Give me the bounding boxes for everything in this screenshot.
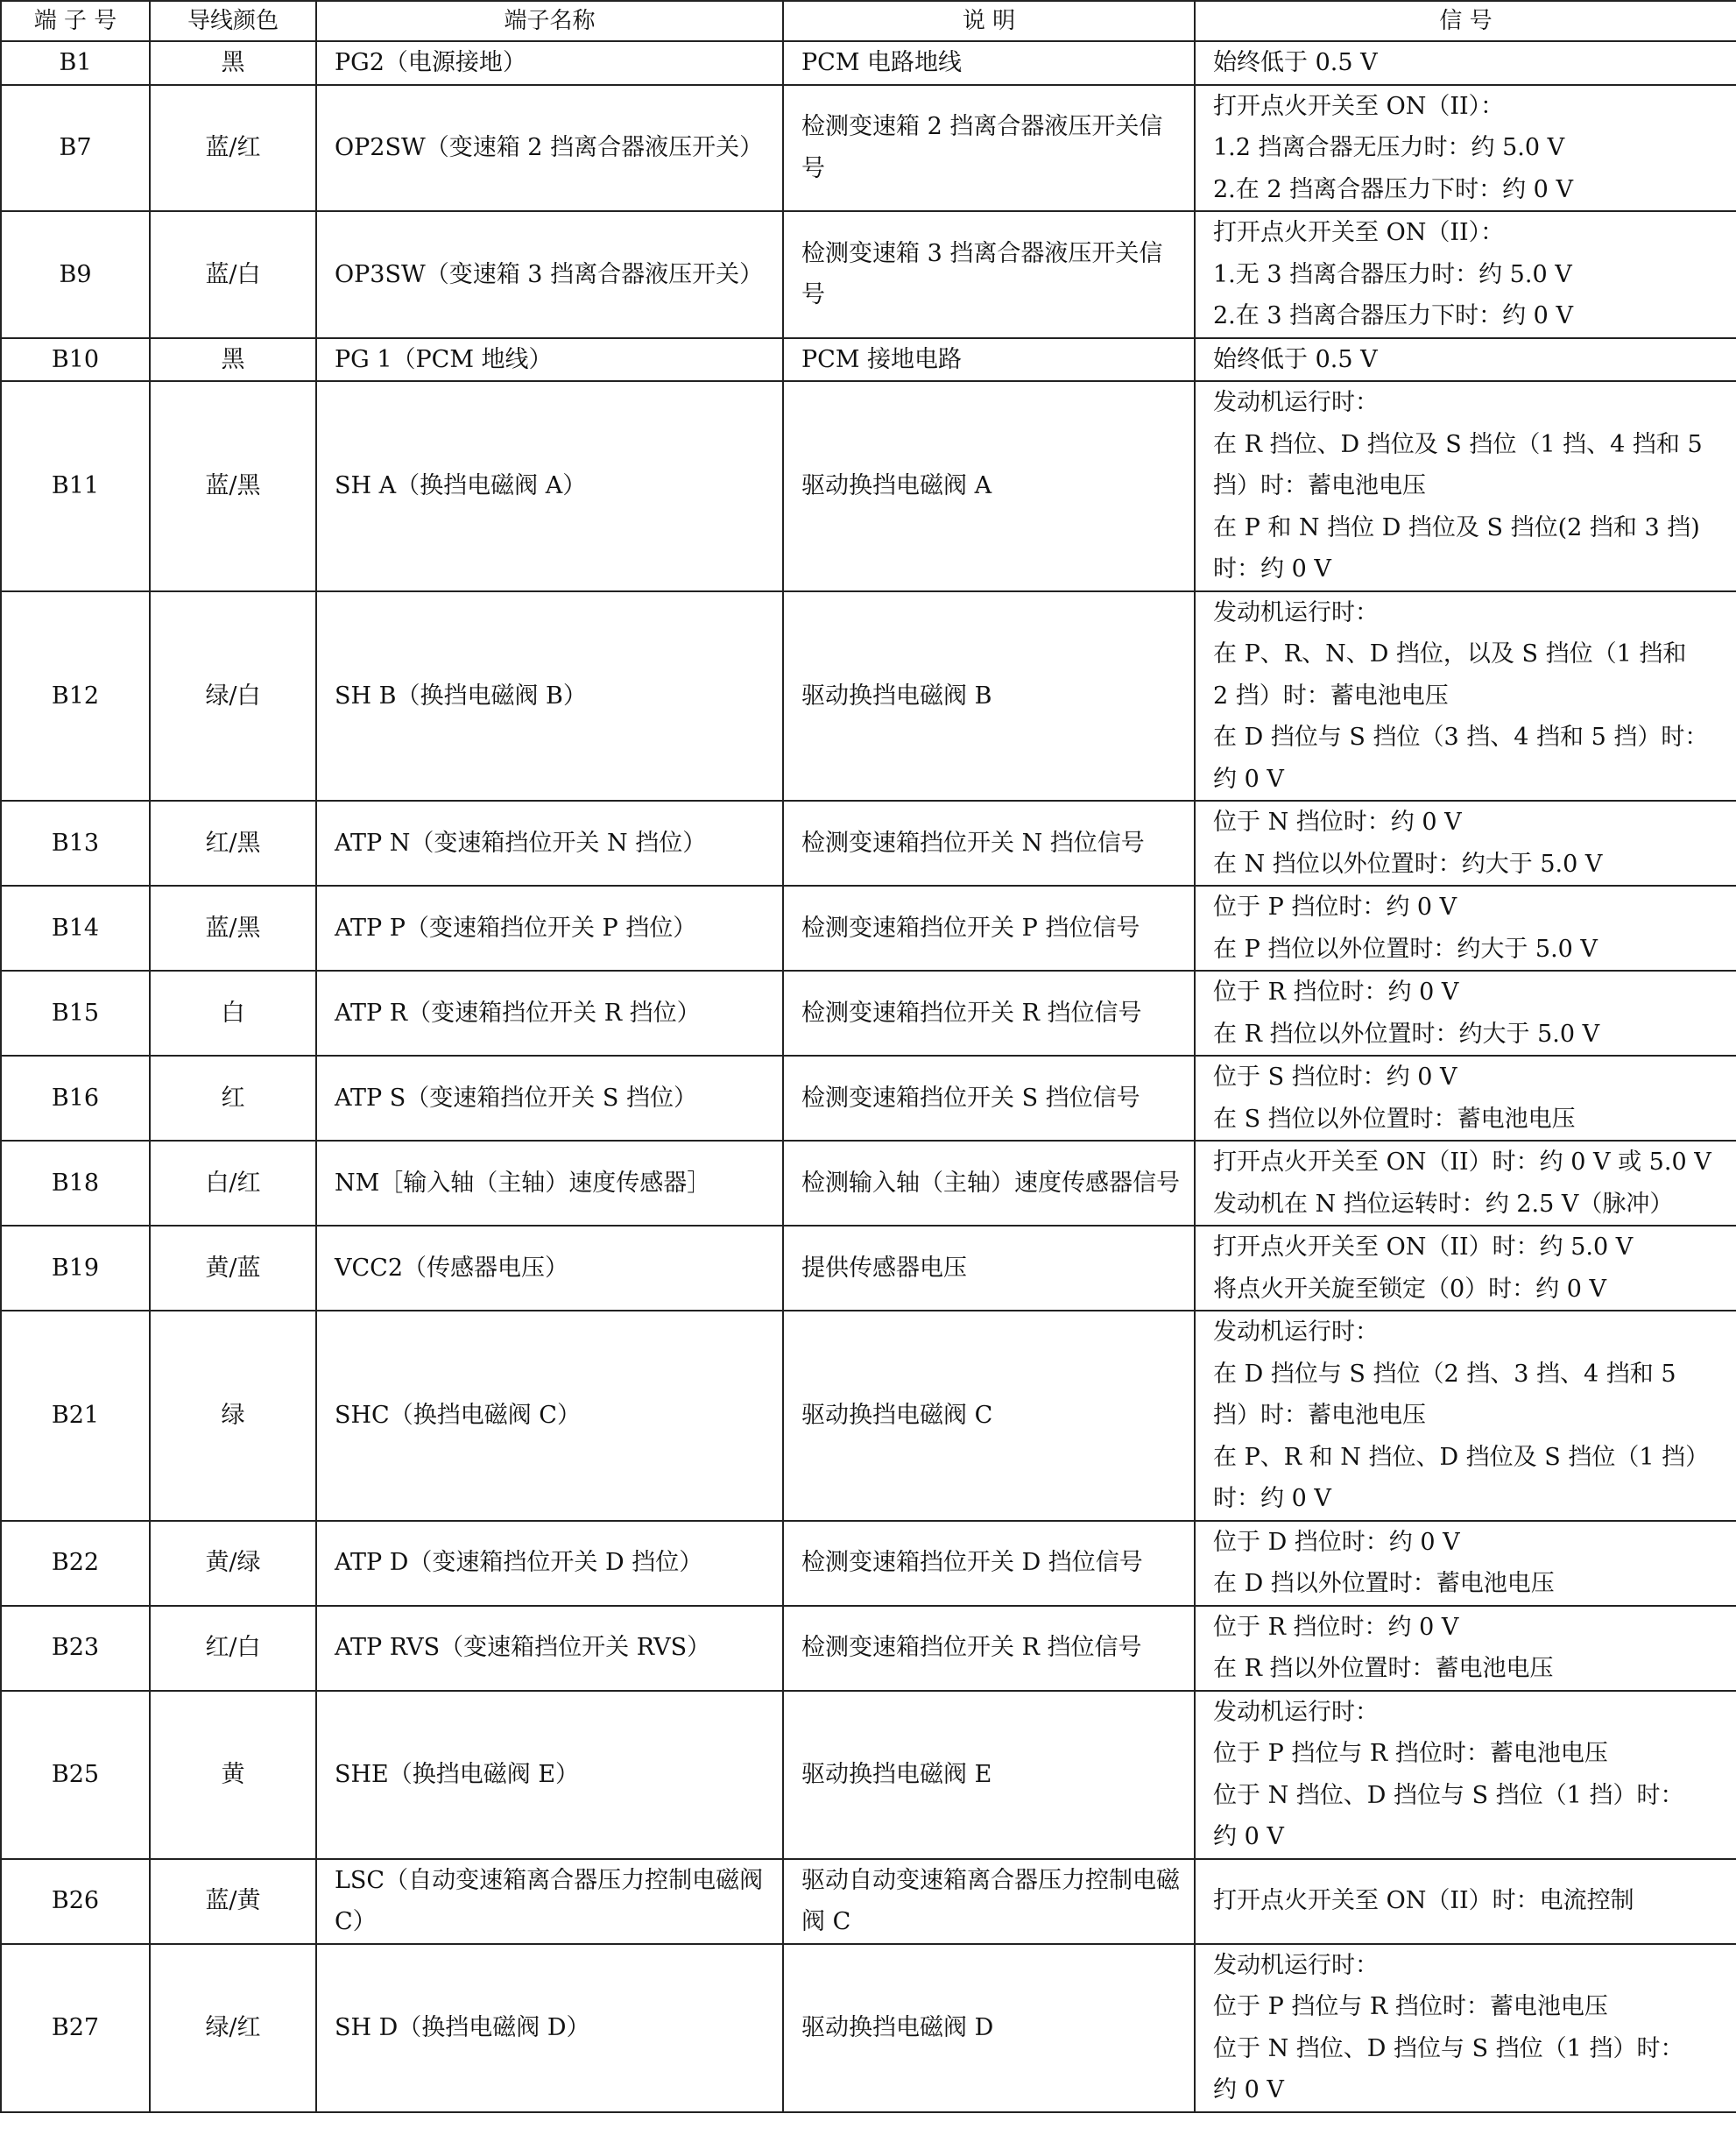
signal-line: 位于 D 挡位时：约 0 V [1213,1528,1460,1556]
signal-line: 位于 N 挡位、D 挡位与 S 挡位（1 挡）时： [1213,2034,1684,2062]
wire-color-cell: 黑 [150,338,316,382]
header-signal: 信 号 [1195,1,1736,41]
signal-cell [1195,591,1736,802]
signal-line: 位于 R 挡位时：约 0 V [1213,1613,1459,1641]
signal-line: 打开点火开关至 ON（II）时：电流控制 [1213,1887,1634,1915]
pin-cell: B15 [1,971,150,1056]
signal-line: 发动机在 N 挡位运转时：约 2.5 V（脉冲） [1213,1190,1674,1218]
pin-cell: B14 [1,886,150,971]
description-cell: 检测变速箱挡位开关 R 挡位信号 [783,1606,1195,1691]
signal-cell [1195,886,1736,971]
signal-line: 约 0 V [1213,2076,1284,2103]
signal-line: 在 P、R、N、D 挡位，以及 S 挡位（1 挡和 [1213,640,1687,668]
table-row [1,211,1736,338]
header-terminal-name: 端子名称 [316,1,783,41]
signal-line: 位于 S 挡位时：约 0 V [1213,1064,1457,1091]
signal-line: 约 0 V [1213,765,1284,793]
signal-cell [1195,1141,1736,1226]
signal-cell [1195,1311,1736,1521]
wire-color-cell: 绿/红 [150,1944,316,2112]
signal-line: 2.在 3 挡离合器压力下时：约 0 V [1213,302,1573,329]
wire-color-cell: 红 [150,1056,316,1141]
signal-line: 1.2 挡离合器无压力时：约 5.0 V [1213,134,1565,161]
description-cell: 检测变速箱 2 挡离合器液压开关信号 [783,85,1195,212]
signal-line: 位于 R 挡位时：约 0 V [1213,979,1459,1006]
signal-cell [1195,1606,1736,1691]
table-row [1,1606,1736,1691]
terminal-name-cell: LSC（自动变速箱离合器压力控制电磁阀 C） [316,1859,783,1944]
signal-cell [1195,85,1736,212]
signal-line: 在 R 挡位、D 挡位及 S 挡位（1 挡、4 挡和 5 [1213,430,1703,458]
pin-cell: B23 [1,1606,150,1691]
signal-line: 在 S 挡位以外位置时：蓄电池电压 [1213,1105,1576,1133]
signal-line: 发动机运行时： [1213,1318,1379,1346]
wire-color-cell: 绿/白 [150,591,316,802]
signal-line: 将点火开关旋至锁定（0）时：约 0 V [1213,1275,1607,1303]
signal-line: 在 D 挡以外位置时：蓄电池电压 [1213,1570,1555,1597]
signal-line: 位于 P 挡位与 R 挡位时：蓄电池电压 [1213,1740,1608,1767]
signal-cell [1195,971,1736,1056]
table-row [1,1311,1736,1521]
terminal-name-cell: SH A（换挡电磁阀 A） [316,381,783,591]
table-row [1,591,1736,802]
signal-line: 在 N 挡位以外位置时：约大于 5.0 V [1213,850,1603,878]
wire-color-cell: 蓝/黄 [150,1859,316,1944]
description-cell: 检测输入轴（主轴）速度传感器信号 [783,1141,1195,1226]
pin-cell: B26 [1,1859,150,1944]
signal-cell [1195,211,1736,338]
table-row [1,85,1736,212]
terminal-name-cell: SHE（换挡电磁阀 E） [316,1691,783,1859]
signal-cell [1195,801,1736,886]
description-cell: 检测变速箱挡位开关 D 挡位信号 [783,1521,1195,1606]
pin-cell: B11 [1,381,150,591]
table-row [1,1691,1736,1859]
signal-line: 打开点火开关至 ON（II）时：约 5.0 V [1213,1234,1634,1261]
signal-cell [1195,41,1736,85]
wire-color-cell: 黄/绿 [150,1521,316,1606]
signal-cell [1195,1056,1736,1141]
signal-line: 始终低于 0.5 V [1213,49,1378,76]
description-cell: 检测变速箱挡位开关 S 挡位信号 [783,1056,1195,1141]
wire-color-cell: 蓝/红 [150,85,316,212]
signal-line: 在 P、R 和 N 挡位、D 挡位及 S 挡位（1 挡） [1213,1443,1710,1471]
signal-line: 在 R 挡位以外位置时：约大于 5.0 V [1213,1020,1600,1048]
description-cell: PCM 电路地线 [783,41,1195,85]
pin-cell: B12 [1,591,150,802]
signal-line: 在 P 挡位以外位置时：约大于 5.0 V [1213,935,1598,963]
signal-line: 发动机运行时： [1213,598,1379,626]
table-row [1,971,1736,1056]
signal-line: 位于 P 挡位与 R 挡位时：蓄电池电压 [1213,1993,1608,2020]
description-cell: PCM 接地电路 [783,338,1195,382]
wire-color-cell: 黄 [150,1691,316,1859]
description-cell: 驱动换挡电磁阀 B [783,591,1195,802]
terminal-name-cell: NM［输入轴（主轴）速度传感器］ [316,1141,783,1226]
wire-color-cell: 白 [150,971,316,1056]
signal-line: 始终低于 0.5 V [1213,345,1378,373]
signal-line: 1.无 3 挡离合器压力时：约 5.0 V [1213,260,1572,288]
pin-cell: B22 [1,1521,150,1606]
signal-line: 在 D 挡位与 S 挡位（2 挡、3 挡、4 挡和 5 [1213,1360,1676,1388]
signal-line: 位于 N 挡位时：约 0 V [1213,809,1462,836]
description-cell: 驱动换挡电磁阀 A [783,381,1195,591]
wire-color-cell: 白/红 [150,1141,316,1226]
terminal-name-cell: SH B（换挡电磁阀 B） [316,591,783,802]
signal-cell [1195,1691,1736,1859]
table-body [1,41,1736,2112]
signal-line: 约 0 V [1213,1823,1284,1850]
terminal-name-cell: OP3SW（变速箱 3 挡离合器液压开关） [316,211,783,338]
terminal-name-cell: SHC（换挡电磁阀 C） [316,1311,783,1521]
terminal-name-cell: PG2（电源接地） [316,41,783,85]
pin-cell: B1 [1,41,150,85]
pin-cell: B19 [1,1226,150,1311]
table-row [1,1859,1736,1944]
wire-color-cell: 黑 [150,41,316,85]
pin-cell: B18 [1,1141,150,1226]
wire-color-cell: 红/黑 [150,801,316,886]
wire-color-cell: 蓝/黑 [150,886,316,971]
signal-line: 2 挡）时：蓄电池电压 [1213,682,1449,710]
table-row [1,41,1736,85]
signal-line: 位于 P 挡位时：约 0 V [1213,894,1457,921]
wire-color-cell: 绿 [150,1311,316,1521]
pin-cell: B21 [1,1311,150,1521]
terminal-name-cell: ATP N（变速箱挡位开关 N 挡位） [316,801,783,886]
table-row [1,886,1736,971]
description-cell: 检测变速箱挡位开关 N 挡位信号 [783,801,1195,886]
signal-cell [1195,381,1736,591]
signal-line: 发动机运行时： [1213,1951,1379,1979]
header-wire-color: 导线颜色 [150,1,316,41]
description-cell: 检测变速箱 3 挡离合器液压开关信号 [783,211,1195,338]
terminal-name-cell: ATP R（变速箱挡位开关 R 挡位） [316,971,783,1056]
description-cell: 驱动换挡电磁阀 E [783,1691,1195,1859]
signal-line: 打开点火开关至 ON（II）时：约 0 V 或 5.0 V [1213,1149,1711,1176]
pin-cell: B10 [1,338,150,382]
wire-color-cell: 黄/蓝 [150,1226,316,1311]
signal-line: 发动机运行时： [1213,1698,1379,1726]
description-cell: 提供传感器电压 [783,1226,1195,1311]
terminal-name-cell: SH D（换挡电磁阀 D） [316,1944,783,2112]
signal-line: 挡）时：蓄电池电压 [1213,472,1426,499]
pin-cell: B27 [1,1944,150,2112]
signal-line: 在 P 和 N 挡位 D 挡位及 S 挡位(2 挡和 3 挡) [1213,513,1700,541]
description-cell: 驱动自动变速箱离合器压力控制电磁阀 C [783,1859,1195,1944]
table-row [1,1521,1736,1606]
terminal-name-cell: VCC2（传感器电压） [316,1226,783,1311]
signal-line: 2.在 2 挡离合器压力下时：约 0 V [1213,175,1573,203]
wire-color-cell: 蓝/黑 [150,381,316,591]
table-row [1,1226,1736,1311]
header-row [1,1,1736,41]
description-cell: 驱动换挡电磁阀 C [783,1311,1195,1521]
table-row [1,1141,1736,1226]
table-row [1,338,1736,382]
signal-cell [1195,338,1736,382]
wire-color-cell: 蓝/白 [150,211,316,338]
terminal-name-cell: PG 1（PCM 地线） [316,338,783,382]
description-cell: 检测变速箱挡位开关 P 挡位信号 [783,886,1195,971]
wire-color-cell: 红/白 [150,1606,316,1691]
pin-cell: B9 [1,211,150,338]
signal-line: 打开点火开关至 ON（II）： [1213,92,1505,120]
header-pin: 端 子 号 [1,1,150,41]
header-description: 说 明 [783,1,1195,41]
signal-line: 挡）时：蓄电池电压 [1213,1402,1426,1429]
signal-line: 位于 N 挡位、D 挡位与 S 挡位（1 挡）时： [1213,1781,1684,1809]
table-row [1,1056,1736,1141]
signal-line: 打开点火开关至 ON（II）： [1213,219,1505,246]
signal-cell [1195,1226,1736,1311]
pin-cell: B25 [1,1691,150,1859]
pin-cell: B13 [1,801,150,886]
signal-line: 时：约 0 V [1213,555,1331,583]
pin-cell: B16 [1,1056,150,1141]
signal-line: 在 R 挡以外位置时：蓄电池电压 [1213,1655,1554,1682]
signal-line: 发动机运行时： [1213,389,1379,416]
signal-cell [1195,1944,1736,2112]
terminal-name-cell: ATP S（变速箱挡位开关 S 挡位） [316,1056,783,1141]
table-row [1,801,1736,886]
table-row [1,1944,1736,2112]
table-row [1,381,1736,591]
terminal-name-cell: ATP RVS（变速箱挡位开关 RVS） [316,1606,783,1691]
terminal-name-cell: ATP D（变速箱挡位开关 D 挡位） [316,1521,783,1606]
description-cell: 检测变速箱挡位开关 R 挡位信号 [783,971,1195,1056]
pin-cell: B7 [1,85,150,212]
terminal-name-cell: ATP P（变速箱挡位开关 P 挡位） [316,886,783,971]
signal-line: 时：约 0 V [1213,1485,1331,1512]
signal-line: 在 D 挡位与 S 挡位（3 挡、4 挡和 5 挡）时： [1213,724,1709,751]
signal-cell [1195,1521,1736,1606]
terminal-name-cell: OP2SW（变速箱 2 挡离合器液压开关） [316,85,783,212]
signal-cell [1195,1859,1736,1944]
description-cell: 驱动换挡电磁阀 D [783,1944,1195,2112]
